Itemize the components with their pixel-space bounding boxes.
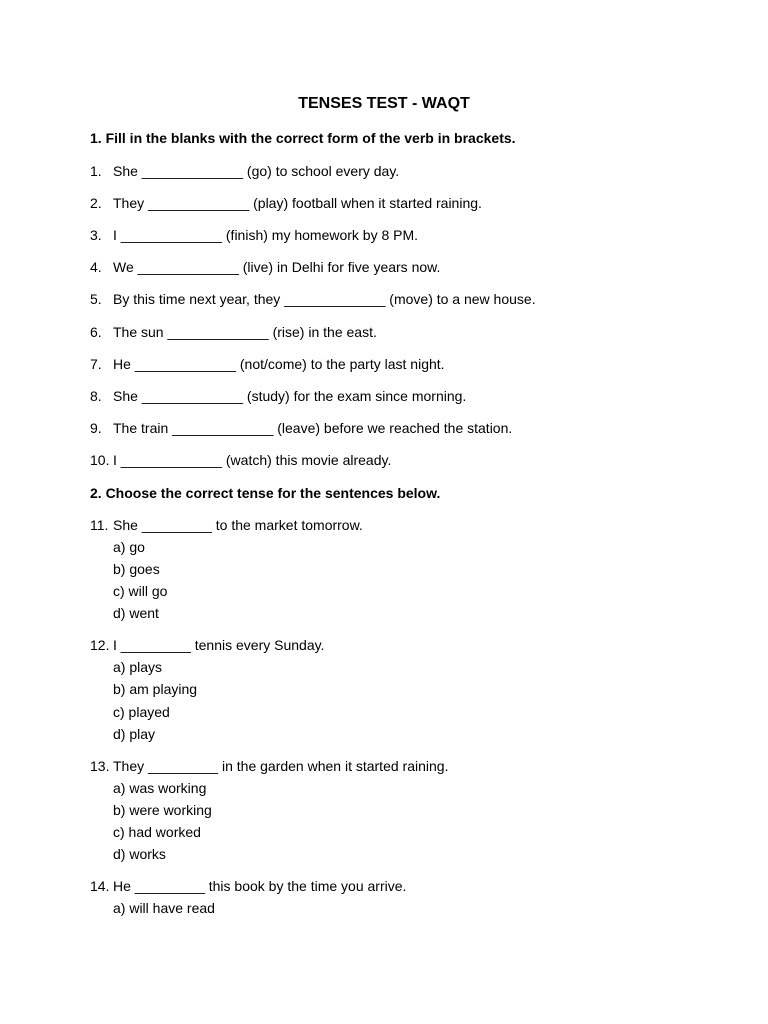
answer-option: b) goes <box>113 561 160 577</box>
answer-option: c) played <box>113 704 170 720</box>
answer-option: d) play <box>113 726 156 742</box>
question-13 <box>90 757 448 775</box>
question-3 <box>90 226 418 244</box>
question-number: 7. <box>90 356 102 372</box>
page-title: TENSES TEST - WAQT <box>298 95 470 112</box>
question-number: 10. <box>90 452 110 468</box>
question-number: 13. <box>90 758 110 774</box>
question-7 <box>90 355 445 373</box>
question-number: 2. <box>90 195 102 211</box>
question-text: We _____________ (live) in Delhi for five years now. <box>113 259 441 275</box>
answer-option: b) were working <box>113 802 212 818</box>
question-6 <box>90 323 377 341</box>
question-11 <box>90 516 363 534</box>
answer-option: d) went <box>113 605 159 621</box>
question-9 <box>90 419 512 437</box>
question-10 <box>90 451 391 469</box>
question-number: 6. <box>90 324 102 340</box>
question-14 <box>90 877 406 895</box>
question-number: 9. <box>90 420 102 436</box>
answer-option: a) plays <box>113 659 163 675</box>
question-text: He _________ this book by the time you arrive. <box>113 878 407 894</box>
question-number: 14. <box>90 878 110 894</box>
question-text: The train _____________ (leave) before we reached the station. <box>113 420 513 436</box>
question-12 <box>90 636 324 654</box>
question-text: I _____________ (watch) this movie already. <box>113 452 392 468</box>
answer-option: a) will have read <box>113 900 215 916</box>
question-text: I _________ tennis every Sunday. <box>113 637 325 653</box>
question-8 <box>90 387 466 405</box>
question-text: She _____________ (go) to school every day. <box>113 163 400 179</box>
question-5 <box>90 290 536 308</box>
section-1-heading: 1. Fill in the blanks with the correct form of the verb in brackets. <box>90 130 516 146</box>
question-number: 12. <box>90 637 110 653</box>
question-number: 11. <box>90 517 109 533</box>
question-text: I _____________ (finish) my homework by 8 PM. <box>113 227 419 243</box>
section-2-heading: 2. Choose the correct tense for the sentences below. <box>90 485 441 501</box>
question-number: 4. <box>90 259 102 275</box>
question-text: He _____________ (not/come) to the party last night. <box>113 356 445 372</box>
answer-option: c) will go <box>113 583 168 599</box>
question-4 <box>90 258 440 276</box>
answer-option: b) am playing <box>113 681 198 697</box>
question-number: 1. <box>90 163 102 179</box>
answer-option: c) had worked <box>113 824 201 840</box>
question-text: By this time next year, they _____________ (move) to a new house. <box>113 291 536 307</box>
answer-option: a) was working <box>113 780 207 796</box>
question-text: The sun _____________ (rise) in the east. <box>113 324 377 340</box>
question-text: She _________ to the market tomorrow. <box>113 517 363 533</box>
answer-option: a) go <box>113 539 145 555</box>
answer-option: d) works <box>113 846 166 862</box>
question-1 <box>90 162 399 180</box>
question-number: 5. <box>90 291 102 307</box>
question-number: 3. <box>90 227 102 243</box>
question-2 <box>90 194 482 212</box>
question-text: They _____________ (play) football when it started raining. <box>113 195 482 211</box>
question-text: She _____________ (study) for the exam since morning. <box>113 388 467 404</box>
question-text: They _________ in the garden when it started raining. <box>113 758 449 774</box>
question-number: 8. <box>90 388 102 404</box>
